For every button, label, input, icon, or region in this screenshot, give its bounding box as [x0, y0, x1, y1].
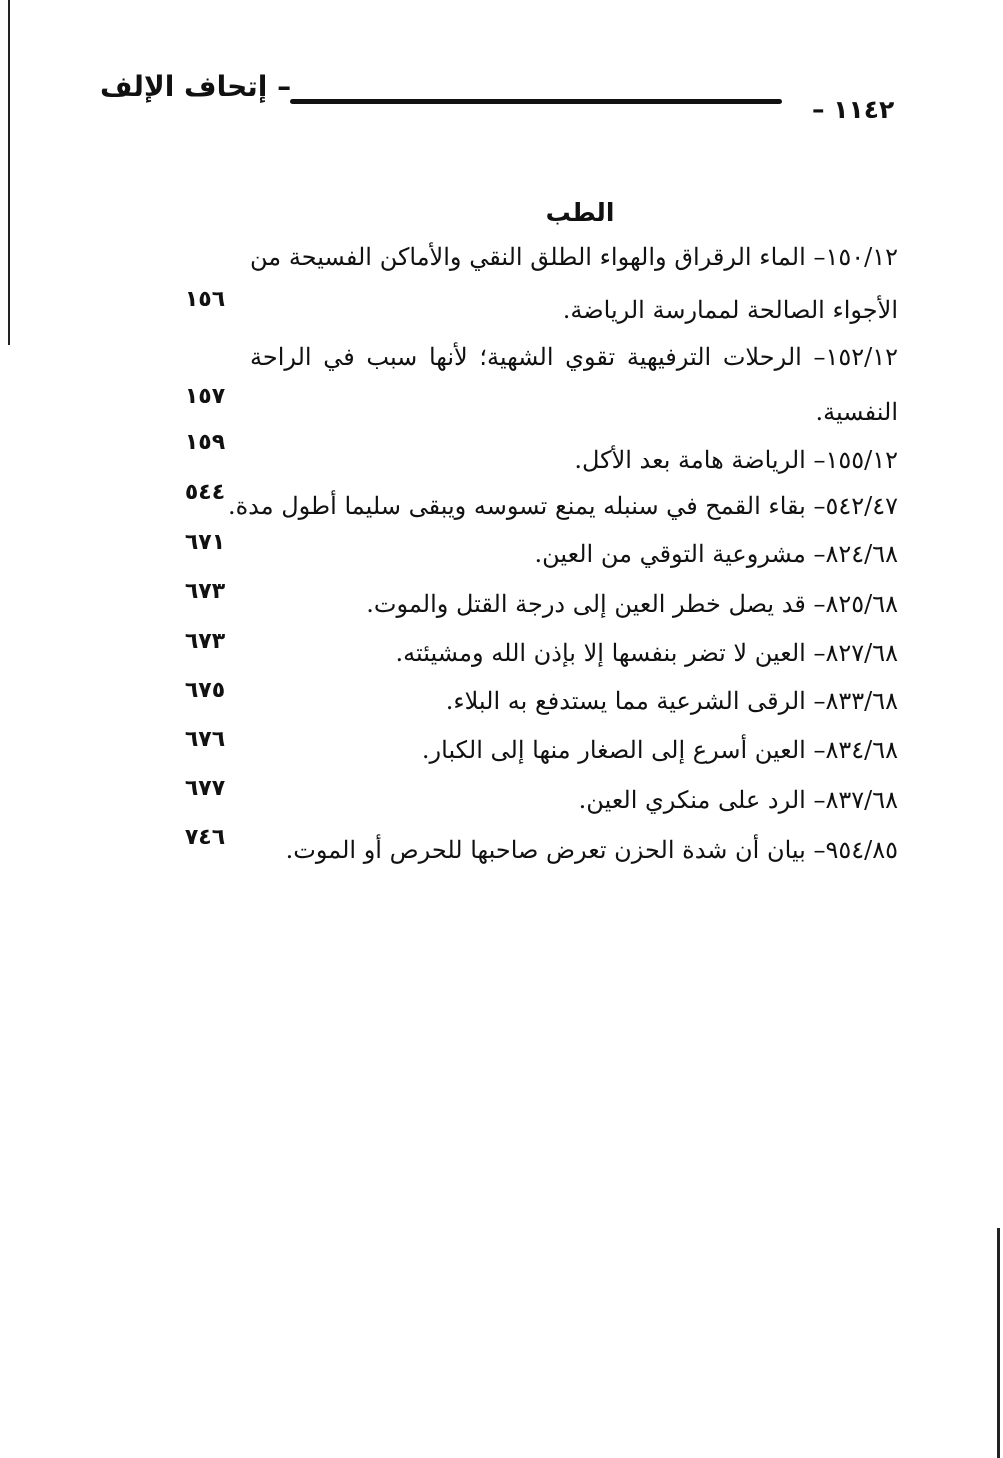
scan-edge-left [8, 0, 10, 345]
header-rule [290, 99, 782, 104]
entry-page-number: ١٥٧ [184, 384, 226, 409]
entry-line: ٨٢٧/٦٨– العين لا تضر بنفسها إلا بإذن الله ومشيئته. [395, 639, 898, 667]
entry-page-number: ١٥٦ [184, 287, 226, 312]
page-number: ١١٤٢ – [812, 95, 895, 124]
entry-line: ٨٣٧/٦٨– الرد على منكري العين. [578, 786, 898, 814]
entry-page-number: ٦٧١ [184, 530, 226, 555]
entry-line: ١٥٢/١٢– الرحلات الترفيهية تقوي الشهية؛ لأنها سبب في الراحة [250, 343, 898, 371]
entry-page-number: ٦٧٦ [184, 727, 226, 752]
entry-line: ٨٣٤/٦٨– العين أسرع إلى الصغار منها إلى الكبار. [421, 736, 898, 764]
entry-page-number: ٦٧٧ [184, 776, 226, 801]
entry-line: ٨٣٣/٦٨– الرقى الشرعية مما يستدفع به البلاء. [445, 687, 898, 715]
entry-line: ٨٢٤/٦٨– مشروعية التوقي من العين. [534, 540, 898, 568]
entry-line: ٩٥٤/٨٥– بيان أن شدة الحزن تعرض صاحبها للحرص أو الموت. [285, 836, 898, 864]
entry-line: ٥٤٢/٤٧– بقاء القمح في سنبله يمنع تسوسه ويبقى سليما أطول مدة. [227, 492, 898, 520]
entry-page-number: ٦٧٣ [184, 579, 226, 604]
entry-line: ٨٢٥/٦٨– قد يصل خطر العين إلى درجة القتل والموت. [366, 590, 898, 618]
entry-line: النفسية. [815, 398, 898, 426]
scan-edge-right [997, 1228, 1000, 1458]
entry-line: الأجواء الصالحة لممارسة الرياضة. [562, 296, 898, 324]
entry-line: ١٥٠/١٢– الماء الرقراق والهواء الطلق النقي والأماكن الفسيحة من [250, 243, 898, 271]
entry-line: ١٥٥/١٢– الرياضة هامة بعد الأكل. [574, 446, 898, 474]
book-title: – إتحاف الإلف [100, 70, 292, 103]
entry-page-number: ٦٧٥ [184, 678, 226, 703]
entry-page-number: ٦٧٣ [184, 629, 226, 654]
entry-page-number: ٥٤٤ [184, 480, 226, 505]
section-heading: الطب [545, 198, 615, 227]
entry-page-number: ٧٤٦ [184, 825, 226, 850]
running-header [100, 70, 910, 130]
entry-page-number: ١٥٩ [184, 430, 226, 455]
